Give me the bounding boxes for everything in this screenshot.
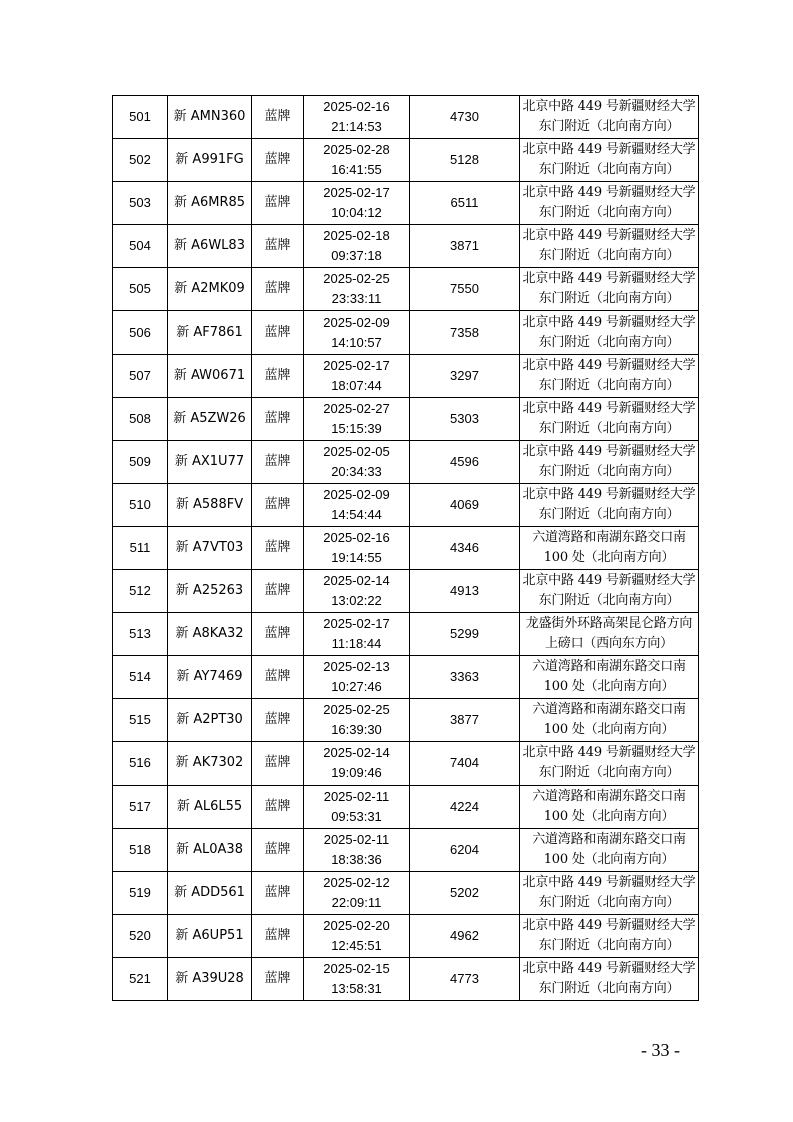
plate-number-cell: 新 A991FG <box>168 139 252 182</box>
plate-color-cell: 蓝牌 <box>252 957 304 1000</box>
time-text: 15:15:39 <box>331 420 382 436</box>
plate-number-cell: 新 A2PT30 <box>168 699 252 742</box>
location-cell <box>520 526 699 569</box>
table-row <box>113 526 699 569</box>
plate-number-cell: 新 A7VT03 <box>168 526 252 569</box>
location-line-2: 上磅口（西向东方向） <box>544 636 673 652</box>
page-number: - 33 - <box>641 1040 680 1060</box>
date-text: 2025-02-11 <box>323 788 390 804</box>
table-row <box>113 871 699 914</box>
location-line-1: 北京中路 449 号新疆财经大学 <box>522 573 696 589</box>
plate-number-cell: 新 AL6L55 <box>168 785 252 828</box>
plate-color-cell: 蓝牌 <box>252 656 304 699</box>
plate-number-cell: 新 A25263 <box>168 570 252 613</box>
location-line-2: 东门附近（北向南方向） <box>538 980 680 996</box>
timestamp-cell <box>304 397 410 440</box>
timestamp-cell <box>304 828 410 871</box>
location-line-1: 六道湾路和南湖东路交口南 <box>532 659 686 675</box>
table-row <box>113 268 699 311</box>
value-cell: 3877 <box>410 699 520 742</box>
row-number-cell: 501 <box>113 96 168 139</box>
row-number-cell: 505 <box>113 268 168 311</box>
location-cell <box>520 656 699 699</box>
timestamp-cell <box>304 440 410 483</box>
location-cell <box>520 914 699 957</box>
row-number-cell: 520 <box>113 914 168 957</box>
location-line-2: 东门附近（北向南方向） <box>538 162 680 178</box>
location-line-1: 北京中路 449 号新疆财经大学 <box>522 314 696 330</box>
timestamp-cell <box>304 570 410 613</box>
plate-number-cell: 新 ADD561 <box>168 871 252 914</box>
location-line-1: 北京中路 449 号新疆财经大学 <box>522 745 696 761</box>
location-line-1: 北京中路 449 号新疆财经大学 <box>522 874 696 890</box>
time-text: 16:39:30 <box>331 722 382 738</box>
table-row <box>113 139 699 182</box>
location-line-2: 东门附近（北向南方向） <box>538 248 680 264</box>
time-text: 09:37:18 <box>331 248 382 264</box>
location-line-2: 东门附近（北向南方向） <box>538 593 680 609</box>
plate-color-cell: 蓝牌 <box>252 785 304 828</box>
date-text: 2025-02-16 <box>323 99 390 115</box>
timestamp-cell <box>304 225 410 268</box>
location-cell <box>520 225 699 268</box>
plate-number-cell: 新 AF7861 <box>168 311 252 354</box>
date-text: 2025-02-09 <box>323 486 390 502</box>
date-text: 2025-02-17 <box>323 616 390 632</box>
location-line-1: 北京中路 449 号新疆财经大学 <box>522 271 696 287</box>
location-line-1: 六道湾路和南湖东路交口南 <box>532 831 686 847</box>
time-text: 16:41:55 <box>331 162 382 178</box>
table-row <box>113 311 699 354</box>
date-text: 2025-02-12 <box>323 874 390 890</box>
value-cell: 6511 <box>410 182 520 225</box>
plate-number-cell: 新 AMN360 <box>168 96 252 139</box>
plate-number-cell: 新 AK7302 <box>168 742 252 785</box>
table-row <box>113 225 699 268</box>
table-row <box>113 957 699 1000</box>
timestamp-cell <box>304 871 410 914</box>
location-line-1: 北京中路 449 号新疆财经大学 <box>522 185 696 201</box>
table-row <box>113 613 699 656</box>
location-line-2: 东门附近（北向南方向） <box>538 937 680 953</box>
row-number-cell: 518 <box>113 828 168 871</box>
date-text: 2025-02-17 <box>323 185 390 201</box>
plate-color-cell: 蓝牌 <box>252 440 304 483</box>
time-text: 23:33:11 <box>331 291 382 307</box>
plate-number-cell: 新 A2MK09 <box>168 268 252 311</box>
table-row <box>113 828 699 871</box>
table-row <box>113 483 699 526</box>
timestamp-cell <box>304 182 410 225</box>
row-number-cell: 509 <box>113 440 168 483</box>
time-text: 18:38:36 <box>331 851 382 867</box>
location-cell <box>520 354 699 397</box>
location-cell <box>520 613 699 656</box>
plate-number-cell: 新 AW0671 <box>168 354 252 397</box>
timestamp-cell <box>304 96 410 139</box>
plate-color-cell: 蓝牌 <box>252 526 304 569</box>
location-line-1: 六道湾路和南湖东路交口南 <box>532 529 686 545</box>
timestamp-cell <box>304 914 410 957</box>
plate-number-cell: 新 A6WL83 <box>168 225 252 268</box>
row-number-cell: 516 <box>113 742 168 785</box>
plate-number-cell: 新 A39U28 <box>168 957 252 1000</box>
value-cell: 7550 <box>410 268 520 311</box>
plate-color-cell: 蓝牌 <box>252 96 304 139</box>
value-cell: 4730 <box>410 96 520 139</box>
table-row <box>113 354 699 397</box>
row-number-cell: 515 <box>113 699 168 742</box>
table-row <box>113 570 699 613</box>
plate-color-cell: 蓝牌 <box>252 742 304 785</box>
records-table <box>112 95 699 1001</box>
plate-color-cell: 蓝牌 <box>252 613 304 656</box>
location-line-1: 北京中路 449 号新疆财经大学 <box>522 228 696 244</box>
location-line-2: 东门附近（北向南方向） <box>538 463 680 479</box>
date-text: 2025-02-25 <box>323 702 390 718</box>
location-cell <box>520 440 699 483</box>
location-line-2: 100 处（北向南方向） <box>543 549 675 565</box>
time-text: 18:07:44 <box>331 377 382 393</box>
value-cell: 4962 <box>410 914 520 957</box>
plate-color-cell: 蓝牌 <box>252 483 304 526</box>
row-number-cell: 517 <box>113 785 168 828</box>
plate-number-cell: 新 A6MR85 <box>168 182 252 225</box>
location-cell <box>520 182 699 225</box>
location-line-2: 100 处（北向南方向） <box>543 851 675 867</box>
timestamp-cell <box>304 957 410 1000</box>
location-cell <box>520 785 699 828</box>
value-cell: 5128 <box>410 139 520 182</box>
row-number-cell: 511 <box>113 526 168 569</box>
timestamp-cell <box>304 656 410 699</box>
row-number-cell: 503 <box>113 182 168 225</box>
location-cell <box>520 570 699 613</box>
location-cell <box>520 871 699 914</box>
timestamp-cell <box>304 742 410 785</box>
location-line-2: 100 处（北向南方向） <box>543 722 675 738</box>
row-number-cell: 519 <box>113 871 168 914</box>
plate-number-cell: 新 AX1U77 <box>168 440 252 483</box>
value-cell: 4069 <box>410 483 520 526</box>
date-text: 2025-02-28 <box>323 142 390 158</box>
date-text: 2025-02-27 <box>323 400 390 416</box>
row-number-cell: 502 <box>113 139 168 182</box>
row-number-cell: 512 <box>113 570 168 613</box>
time-text: 11:18:44 <box>331 636 382 652</box>
value-cell: 5303 <box>410 397 520 440</box>
location-line-1: 北京中路 449 号新疆财经大学 <box>522 99 696 115</box>
table-row <box>113 397 699 440</box>
time-text: 14:10:57 <box>331 334 382 350</box>
timestamp-cell <box>304 311 410 354</box>
date-text: 2025-02-20 <box>323 917 390 933</box>
row-number-cell: 507 <box>113 354 168 397</box>
date-text: 2025-02-17 <box>323 357 390 373</box>
location-line-1: 北京中路 449 号新疆财经大学 <box>522 960 696 976</box>
table-row <box>113 785 699 828</box>
table-row <box>113 182 699 225</box>
plate-number-cell: 新 AY7469 <box>168 656 252 699</box>
location-cell <box>520 139 699 182</box>
plate-color-cell: 蓝牌 <box>252 828 304 871</box>
location-line-1: 北京中路 449 号新疆财经大学 <box>522 400 696 416</box>
value-cell: 4346 <box>410 526 520 569</box>
row-number-cell: 504 <box>113 225 168 268</box>
value-cell: 7358 <box>410 311 520 354</box>
location-cell <box>520 311 699 354</box>
time-text: 22:09:11 <box>331 894 382 910</box>
location-cell <box>520 268 699 311</box>
plate-color-cell: 蓝牌 <box>252 699 304 742</box>
plate-color-cell: 蓝牌 <box>252 311 304 354</box>
timestamp-cell <box>304 139 410 182</box>
plate-color-cell: 蓝牌 <box>252 871 304 914</box>
location-line-2: 100 处（北向南方向） <box>543 679 675 695</box>
row-number-cell: 513 <box>113 613 168 656</box>
value-cell: 3363 <box>410 656 520 699</box>
plate-color-cell: 蓝牌 <box>252 397 304 440</box>
location-cell <box>520 828 699 871</box>
timestamp-cell <box>304 613 410 656</box>
location-line-2: 东门附近（北向南方向） <box>538 506 680 522</box>
table-row <box>113 914 699 957</box>
location-line-1: 北京中路 449 号新疆财经大学 <box>522 917 696 933</box>
plate-color-cell: 蓝牌 <box>252 354 304 397</box>
plate-color-cell: 蓝牌 <box>252 225 304 268</box>
time-text: 14:54:44 <box>331 506 382 522</box>
location-line-2: 东门附近（北向南方向） <box>538 765 680 781</box>
table-row <box>113 742 699 785</box>
location-line-2: 东门附近（北向南方向） <box>538 420 680 436</box>
value-cell: 6204 <box>410 828 520 871</box>
location-line-2: 东门附近（北向南方向） <box>538 119 680 135</box>
plate-number-cell: 新 A8KA32 <box>168 613 252 656</box>
row-number-cell: 506 <box>113 311 168 354</box>
date-text: 2025-02-14 <box>323 573 390 589</box>
timestamp-cell <box>304 483 410 526</box>
time-text: 19:14:55 <box>331 549 382 565</box>
value-cell: 4913 <box>410 570 520 613</box>
date-text: 2025-02-15 <box>323 960 390 976</box>
plate-color-cell: 蓝牌 <box>252 570 304 613</box>
location-line-1: 龙盛街外环路高架昆仑路方向 <box>525 616 693 632</box>
value-cell: 4224 <box>410 785 520 828</box>
value-cell: 4773 <box>410 957 520 1000</box>
time-text: 09:53:31 <box>331 808 382 824</box>
location-line-1: 北京中路 449 号新疆财经大学 <box>522 443 696 459</box>
location-cell <box>520 397 699 440</box>
location-cell <box>520 957 699 1000</box>
records-table-body <box>113 96 699 1001</box>
time-text: 12:45:51 <box>331 937 382 953</box>
row-number-cell: 508 <box>113 397 168 440</box>
location-cell <box>520 742 699 785</box>
date-text: 2025-02-13 <box>323 659 390 675</box>
row-number-cell: 510 <box>113 483 168 526</box>
time-text: 20:34:33 <box>331 463 382 479</box>
location-line-1: 北京中路 449 号新疆财经大学 <box>522 357 696 373</box>
location-line-1: 北京中路 449 号新疆财经大学 <box>522 486 696 502</box>
date-text: 2025-02-14 <box>323 745 390 761</box>
location-cell <box>520 699 699 742</box>
time-text: 13:02:22 <box>331 593 382 609</box>
location-line-1: 六道湾路和南湖东路交口南 <box>532 702 686 718</box>
value-cell: 5202 <box>410 871 520 914</box>
table-row <box>113 656 699 699</box>
row-number-cell: 514 <box>113 656 168 699</box>
location-cell <box>520 483 699 526</box>
timestamp-cell <box>304 699 410 742</box>
plate-number-cell: 新 A5ZW26 <box>168 397 252 440</box>
date-text: 2025-02-09 <box>323 314 390 330</box>
location-line-2: 东门附近（北向南方向） <box>538 377 680 393</box>
date-text: 2025-02-25 <box>323 271 390 287</box>
date-text: 2025-02-18 <box>323 228 390 244</box>
timestamp-cell <box>304 785 410 828</box>
plate-color-cell: 蓝牌 <box>252 914 304 957</box>
time-text: 21:14:53 <box>331 119 382 135</box>
location-line-2: 东门附近（北向南方向） <box>538 894 680 910</box>
timestamp-cell <box>304 354 410 397</box>
timestamp-cell <box>304 268 410 311</box>
plate-number-cell: 新 AL0A38 <box>168 828 252 871</box>
table-row <box>113 440 699 483</box>
date-text: 2025-02-16 <box>323 529 390 545</box>
location-line-1: 六道湾路和南湖东路交口南 <box>532 788 686 804</box>
value-cell: 4596 <box>410 440 520 483</box>
time-text: 13:58:31 <box>331 980 382 996</box>
plate-number-cell: 新 A6UP51 <box>168 914 252 957</box>
plate-color-cell: 蓝牌 <box>252 268 304 311</box>
location-line-2: 东门附近（北向南方向） <box>538 205 680 221</box>
row-number-cell: 521 <box>113 957 168 1000</box>
date-text: 2025-02-05 <box>323 443 390 459</box>
location-line-2: 100 处（北向南方向） <box>543 808 675 824</box>
plate-number-cell: 新 A588FV <box>168 483 252 526</box>
location-line-2: 东门附近（北向南方向） <box>538 334 680 350</box>
value-cell: 3297 <box>410 354 520 397</box>
time-text: 19:09:46 <box>331 765 382 781</box>
time-text: 10:04:12 <box>331 205 382 221</box>
plate-color-cell: 蓝牌 <box>252 182 304 225</box>
location-cell <box>520 96 699 139</box>
time-text: 10:27:46 <box>331 679 382 695</box>
table-row <box>113 699 699 742</box>
location-line-2: 东门附近（北向南方向） <box>538 291 680 307</box>
value-cell: 7404 <box>410 742 520 785</box>
date-text: 2025-02-11 <box>323 831 390 847</box>
value-cell: 3871 <box>410 225 520 268</box>
plate-color-cell: 蓝牌 <box>252 139 304 182</box>
location-line-1: 北京中路 449 号新疆财经大学 <box>522 142 696 158</box>
value-cell: 5299 <box>410 613 520 656</box>
timestamp-cell <box>304 526 410 569</box>
table-row <box>113 96 699 139</box>
